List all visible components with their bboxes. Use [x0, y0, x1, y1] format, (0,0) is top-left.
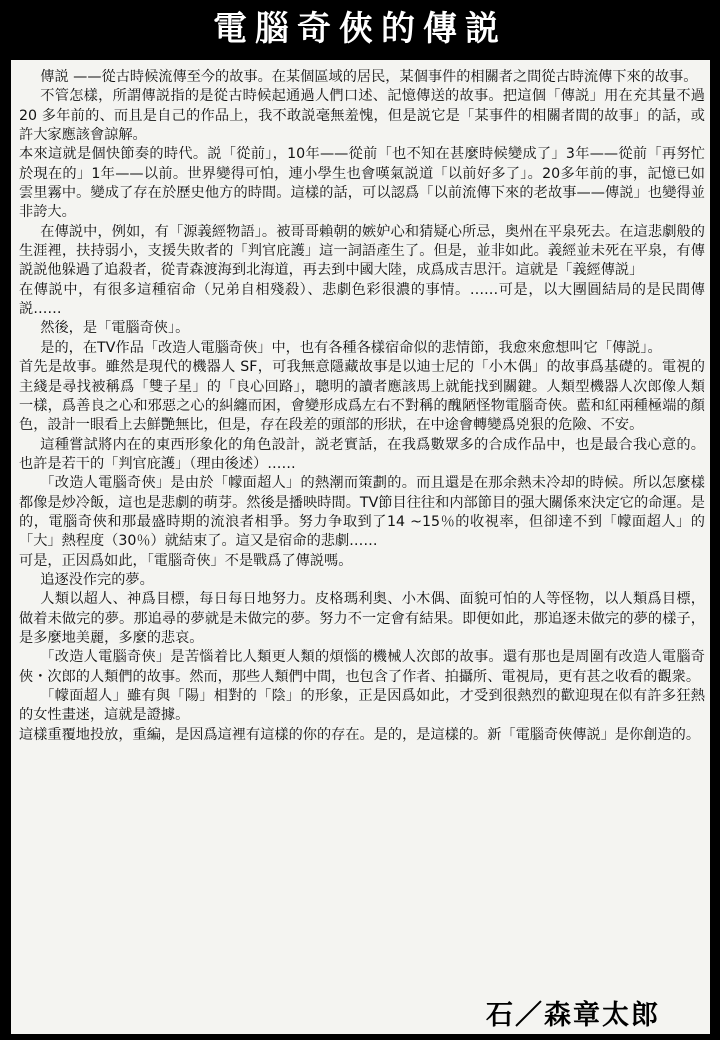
paragraph: 首先是故事。雖然是現代的機器人 SF，可我無意隱藏故事是以迪士尼的「小木偶」的故事爲基礎的。電視的主綫是尋找被稱爲「雙子星」的「良心回路」，聰明的讀者應該馬上就能找到關鍵。人類型機器人次郎像人類一樣，爲善良之心和邪惡之心的糾纏而困，會變形成爲左右不對稱的醜陋怪物電腦奇俠。藍和紅兩種極端的顏色，設計一眼看上去鮮艷無比，但是，存在段差的頭部的形狀，在中途會轉變爲兇狠的危險、不安。: [19, 359, 705, 434]
paragraph: 追逐没作完的夢。: [40, 571, 154, 588]
paragraph: 「改造人電腦奇俠」是由於「幪面超人」的熱潮而策劃的。而且還是在那余熱未冷却的時候。所以怎麼樣都像是炒冷飯，這也是悲劇的萌芽。然後是播映時間。TV節目往往和内部節目的强大關係來決定它的命運。是的，電腦奇俠和那最盛時期的流浪者相爭。努力争取到了14 ~15％的收視率，但卻達不到「幪面超人」的「大」熱程度（30％）就結束了。這又是宿命的悲劇……: [19, 475, 705, 550]
paragraph: 不管怎樣，所謂傳説指的是從古時候起通過人們口述、記憶傳送的故事。把這個「傳説」用在充其量不過 20 多年前的、而且是自己的作品上，我不敢説毫無羞愧，但是説它是「某事件的相關者間的故事」的話，或許大家應該會諒解。: [19, 88, 705, 144]
paragraph: 「幪面超人」雖有與「陽」相對的「陰」的形象，正是因爲如此，才受到很熱烈的歡迎現在似有許多狂熱的女性畫迷，這就是證據。: [19, 688, 705, 724]
paragraph: 然後，是「電腦奇俠」。: [40, 320, 190, 337]
page-title: 電腦奇俠的傳説: [213, 9, 507, 49]
paragraph: 本來這就是個快節奏的時代。説「從前」，10年——從前「也不知在甚麼時候變成了」3年——從前「再努忙於現在的」1年——以前。世界變得可怕，連小學生也會嘆氣説道「以前好多了」。20多年前的事，記憶已如雲里霧中。變成了存在於歷史他方的時間。這樣的話，可以認爲「以前流傳下來的老故事——傳説」也變得並非誇大。: [19, 146, 705, 221]
paragraph: 「改造人電腦奇俠」是苦惱着比人類更人類的煩惱的機械人次郎的故事。還有那也是周圍有改造人電腦奇俠・次郎的人類們的故事。然而，那些人類們中間，也包含了作者、拍攝所、電視局，更有甚之收看的觀衆。: [19, 649, 705, 685]
article-body: [19, 68, 705, 745]
paragraph: 可是，正因爲如此，「電腦奇俠」不是戰爲了傳説嗎。: [19, 552, 353, 569]
text-panel: [11, 60, 710, 1034]
paragraph: 在傳説中，有很多這種宿命（兄弟自相殘殺）、悲劇色彩很濃的事情。……可是，以大團圓結局的是民間傳説……: [19, 281, 705, 318]
paragraph: 是的，在TV作品「改造人電腦奇俠」中，也有各種各樣宿命似的悲情節，我愈來愈想叫它「傳説」。: [40, 339, 662, 356]
paragraph: 在傳説中，例如，有「源義經物語」。被哥哥賴朝的嫉妒心和猜疑心所忌，奥州在平泉死去。在這悲劇般的生涯裡，扶持弱小，支援失敗者的「判官庇護」這一詞語產生了。但是，並非如此。義經並未死在平泉，有傳説説他躲過了追殺者，從青森渡海到北海道，再去到中國大陸，成爲成吉思汗。這就是「義經傳説」: [19, 223, 705, 279]
paragraph: 傳説 ——從古時候流傳至今的故事。在某個區域的居民，某個事件的相關者之間從古時流傳下來的故事。: [40, 69, 698, 85]
paragraph: 人類以超人、神爲目標，每日每日地努力。皮格瑪利奥、小木偶、面貌可怕的人等怪物，以人類爲目標，做着未做完的夢。那追尋的夢就是未做完的夢。努力不一定會有結果。即便如此，那追逐未做完的夢的樣子，是多麼地美麗，多麼的悲哀。: [19, 591, 705, 646]
author-signature: 石／森章太郎: [486, 1000, 660, 1031]
paragraph: 這種嘗試將内在的東西形象化的角色設計，説老實話，在我爲數眾多的合成作品中，也是最合我心意的。也許是若干的「判官庇護」（理由後述）……: [19, 436, 705, 472]
paragraph: 這樣重覆地投放，重編，是因爲這裡有這樣的你的存在。是的，是這樣的。新「電腦奇俠傳説」是你創造的。: [19, 726, 701, 743]
